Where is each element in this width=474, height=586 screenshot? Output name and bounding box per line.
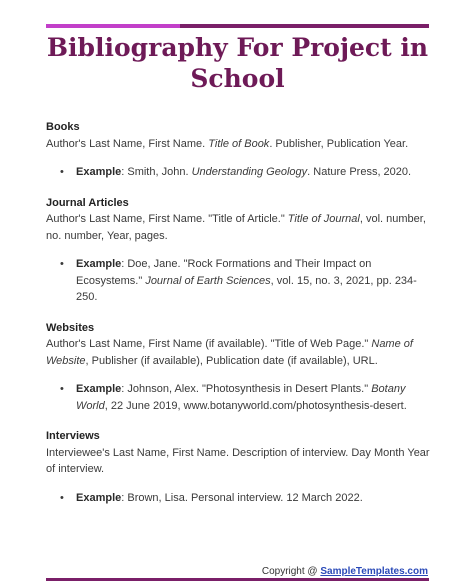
bullet-icon: • xyxy=(60,166,64,178)
format-description: Interviewee's Last Name, First Name. Description of interview. Day Month Year of interview. xyxy=(46,446,430,475)
section-heading: Books xyxy=(46,121,80,133)
page-title: Bibliography For Project in School xyxy=(46,33,429,93)
example-list-item xyxy=(60,256,438,306)
format-description: Author's Last Name, First Name (if available). "Title of Web Page." Name of Website, Publisher (if available), Publication date (if available), URL. xyxy=(46,338,413,367)
bullet-icon: • xyxy=(60,491,64,504)
section-websites xyxy=(46,320,438,415)
copyright-footer xyxy=(262,566,428,577)
example-text: Example: Smith, John. Understanding Geology. Nature Press, 2020. xyxy=(76,166,412,178)
section-heading: Websites xyxy=(46,321,95,334)
bullet-icon: • xyxy=(60,258,64,270)
section-heading: Interviews xyxy=(46,430,100,442)
example-text: Example: Brown, Lisa. Personal interview. 12 March 2022. xyxy=(76,491,363,504)
bottom-accent-bar xyxy=(46,578,429,581)
top-accent-bar-right xyxy=(180,24,429,28)
example-list-item xyxy=(60,381,438,414)
format-description: Author's Last Name, First Name. "Title of Article." Title of Journal, vol. number, no. number, Year, pages. xyxy=(46,213,426,242)
brand-link[interactable]: SampleTemplates.com xyxy=(320,566,428,577)
bibliography-content xyxy=(46,119,438,520)
format-description: Author's Last Name, First Name. Title of Book. Publisher, Publication Year. xyxy=(46,137,409,150)
example-text: Example: Johnson, Alex. "Photosynthesis in Desert Plants." Botany World, 22 June 2019, www.botanyworld.com/photosynthesis-desert. xyxy=(76,383,407,412)
top-accent-bar-left xyxy=(46,24,180,28)
section-books xyxy=(46,119,438,181)
example-text: Example: Doe, Jane. "Rock Formations and Their Impact on Ecosystems." Journal of Earth Sciences, vol. 15, no. 3, 2021, pp. 234-250. xyxy=(76,258,417,303)
copyright-text: Copyright @ xyxy=(261,566,321,577)
top-accent-bar xyxy=(46,24,429,28)
section-journal-articles xyxy=(46,195,438,306)
section-heading: Journal Articles xyxy=(46,196,129,209)
bullet-icon: • xyxy=(60,383,64,395)
section-interviews xyxy=(46,428,438,506)
example-list-item xyxy=(60,490,438,507)
example-list-item xyxy=(60,164,438,181)
